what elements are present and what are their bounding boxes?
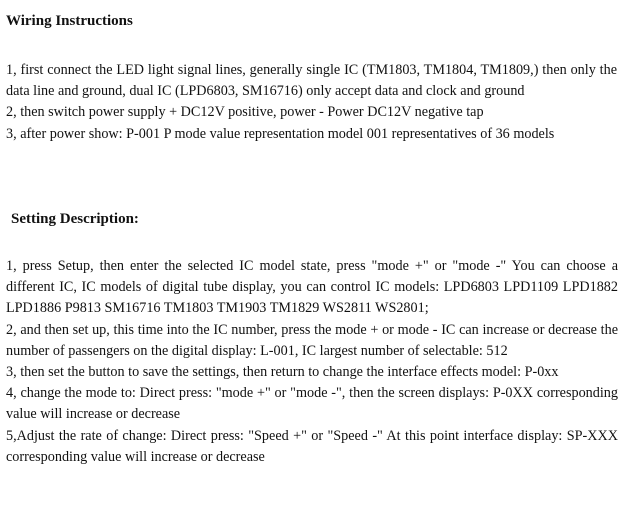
setting-step-5: 5,Adjust the rate of change: Direct press: "Speed +" or "Speed -" At this point interface display: SP-XXX corresponding value will increase or decrease bbox=[6, 427, 618, 465]
wiring-instructions-heading: Wiring Instructions bbox=[6, 13, 133, 29]
wiring-step-2: 2, then switch power supply + DC12V positive, power - Power DC12V negative tap bbox=[6, 104, 484, 121]
setting-description-section bbox=[6, 256, 618, 468]
setting-description-heading: Setting Description: bbox=[11, 211, 139, 227]
wiring-instructions-section bbox=[6, 60, 617, 145]
setting-step-4: 4, change the mode to: Direct press: "mode +" or "mode -", then the screen displays: P-0XX corresponding value will increase or decrease bbox=[6, 385, 618, 423]
wiring-step-1: 1, first connect the LED light signal lines, generally single IC (TM1803, TM1804, TM1809,) then only the data line and ground, dual IC (LPD6803, SM16716) only accept data and clock and ground bbox=[6, 62, 617, 100]
wiring-step-3: 3, after power show: P-001 P mode value representation model 001 representatives of 36 models bbox=[6, 125, 555, 142]
setting-step-2: 2, and then set up, this time into the IC number, press the mode + or mode - IC can increase or decrease the number of passengers on the digital display: L-001, IC largest number of selectable: 512 bbox=[6, 321, 618, 359]
setting-step-1: 1, press Setup, then enter the selected IC model state, press "mode +" or "mode -" You can choose a different IC, IC models of digital tube display, you can control IC models: LPD6803 LPD1109 LPD1882 LPD1886 P9813 SM16716 TM1803 TM1903 TM1829 WS2811 WS2801; bbox=[6, 258, 618, 317]
setting-step-3: 3, then set the button to save the settings, then return to change the interface effects model: P-0xx bbox=[6, 364, 559, 381]
